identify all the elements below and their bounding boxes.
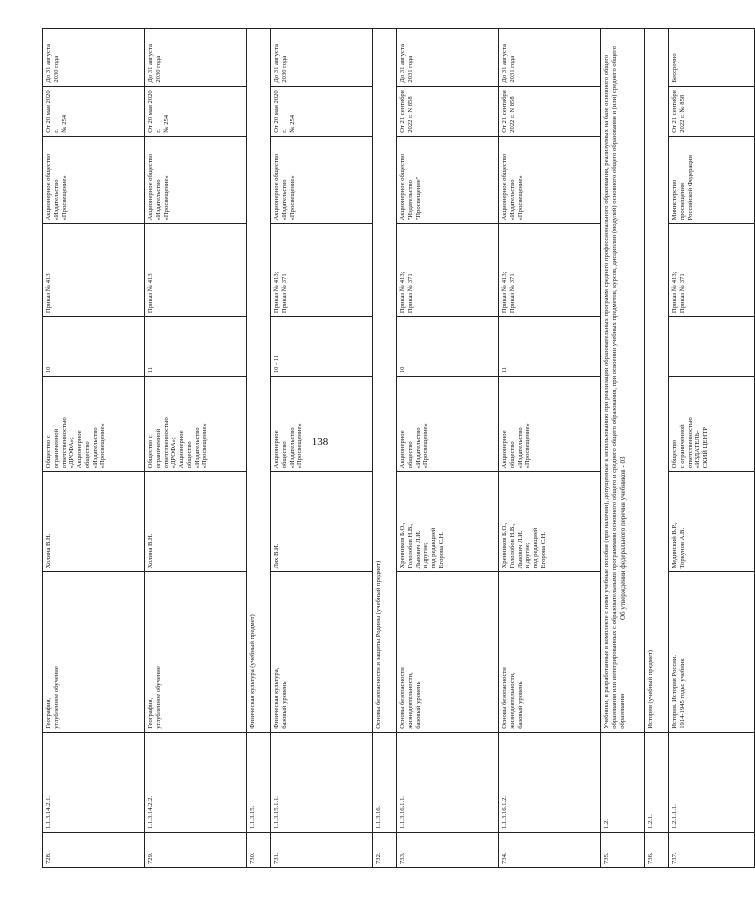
textbook-grade: 11 — [145, 317, 247, 377]
inclusion-date: От 20 мая 2020 г. № 254 — [145, 86, 247, 136]
table-row — [145, 29, 247, 868]
valid-until: До 31 августа 2030 года — [43, 29, 145, 87]
textbook-name: Основы безопасности жизнедеятельности, базовый уровень — [499, 572, 601, 732]
row-number: 734. — [499, 832, 601, 867]
textbook-name: География, углубленное обучение — [43, 572, 145, 732]
textbook-grade: 10 — [397, 317, 499, 377]
inclusion-date: От 20 мая 2020 г. № 254 — [271, 86, 373, 136]
textbook-authors: Холина В.Н. — [43, 472, 145, 572]
textbook-authors: Хренников Б.О., Гололобов Н.В., Львович Л.И. и другие; под редакцией Егорова С.Н. — [499, 472, 601, 572]
page-number: 138 — [311, 436, 329, 448]
row-number: 737. — [669, 832, 755, 867]
textbook-name: География, углубленное обучение — [145, 572, 247, 732]
row-number: 731. — [271, 832, 373, 867]
section-title: Учебники, в разработанные в комплекте с ними учебные пособия (при наличии), допущенные к использованию при реализации образовательных программ среднего профессионального образования, реализуемых на базе основного общего образования или интегрированных с образовательными программами основного общего и среднего общего образования, при освоении учебных предметов, курсов, дисциплин (модулей) основного общего образования и (или) среднего общего образования — [601, 29, 645, 733]
textbook-publisher: Общество с ограниченной ответственностью «ИЗДАТЕЛЬ- СКИЙ ЦЕНТР — [669, 377, 755, 472]
row-code: 1.1.3.14.2.2. — [145, 732, 247, 832]
textbook-register-table — [42, 28, 755, 868]
textbook-name: Физическая культура, базовый уровень — [271, 572, 373, 732]
section-row — [373, 29, 397, 868]
order-reference: Приказ № 413; Приказ № 371 — [669, 224, 755, 317]
row-number: 733. — [397, 832, 499, 867]
row-number: 729. — [145, 832, 247, 867]
order-reference: Приказ № 413; Приказ № 371 — [271, 224, 373, 317]
table-row — [271, 29, 373, 868]
textbook-publisher: Общество с ограниченной ответственностью «ДРОФА»; Акционерное общество «Издательство «Просвещение» — [43, 377, 145, 472]
table-body — [43, 29, 755, 868]
row-code: 1.1.3.16.1.2. — [499, 732, 601, 832]
table-row — [499, 29, 601, 868]
valid-until: До 31 августа 2030 года — [271, 29, 373, 87]
textbook-grade — [669, 317, 755, 377]
row-code: 1.2.1. — [645, 732, 669, 832]
inclusion-date: От 21 сентября 2022 г. N 858 — [499, 86, 601, 136]
rights-holder: Акционерное общество «Издательство «Просвещение» — [499, 136, 601, 224]
textbook-authors: Лях В.И. — [271, 472, 373, 572]
valid-until: До 31 августа 2031 года — [499, 29, 601, 87]
textbook-publisher: Акционерное общество «Издательство «Просвещение» — [271, 377, 373, 472]
row-code: 1.1.3.16. — [373, 732, 397, 832]
textbook-publisher: Общество с ограниченной ответственностью «ДРОФА»; Акционерное общество «Издательство «Просвещение» — [145, 377, 247, 472]
footer-note: Об утверждении федерального перечня учебников - 03 — [619, 456, 627, 620]
textbook-authors: Хренников Б.О., Гололобов Н.В., Львович Л.И. и другие; под редакцией Егорова С.Н. — [397, 472, 499, 572]
inclusion-date: От 21 сентября 2022 г. № 858 — [669, 86, 755, 136]
section-row — [601, 29, 645, 868]
row-number: 736. — [645, 832, 669, 867]
row-code: 1.1.3.14.2.1. — [43, 732, 145, 832]
textbook-grade: 10 — [43, 317, 145, 377]
textbook-authors: Мединский В.Р., Торкунов А.В. — [669, 472, 755, 572]
rights-holder: Министерство просвещения Российской Федерации — [669, 136, 755, 224]
rights-holder: Акционерное общество «Издательство «Просвещение» — [43, 136, 145, 224]
textbook-name: История. История России. 1914-1945 годы: учебник — [669, 572, 755, 732]
table-row — [669, 29, 755, 868]
order-reference: Приказ № 413; Приказ № 371 — [397, 224, 499, 317]
table-row — [397, 29, 499, 868]
valid-until: До 31 августа 2030 года — [145, 29, 247, 87]
row-code: 1.1.3.16.1.1. — [397, 732, 499, 832]
textbook-grade: 10 - 11 — [271, 317, 373, 377]
section-title: Физическая культура (учебный предмет) — [247, 29, 271, 733]
inclusion-date: От 21 сентября 2022 г. N 858 — [397, 86, 499, 136]
order-reference: Приказ № 413; Приказ № 371 — [499, 224, 601, 317]
section-title: Основы безопасности и защиты Родины (учебный предмет) — [373, 29, 397, 733]
row-number: 735. — [601, 832, 645, 867]
section-row — [645, 29, 669, 868]
row-code: 1.2. — [601, 732, 645, 832]
row-number: 728. — [43, 832, 145, 867]
order-reference: Приказ № 413 — [145, 224, 247, 317]
inclusion-date: От 20 мая 2020 г. № 254 — [43, 86, 145, 136]
textbook-authors: Холина В.Н. — [145, 472, 247, 572]
row-code: 1.1.3.15.1.1. — [271, 732, 373, 832]
valid-until: До 31 августа 2031 года — [397, 29, 499, 87]
textbook-publisher: Акционерное общество «Издательство «Просвещение» — [397, 377, 499, 472]
row-number: 732. — [373, 832, 397, 867]
row-number: 730. — [247, 832, 271, 867]
textbook-publisher: Акционерное общество «Издательство «Просвещение» — [499, 377, 601, 472]
rights-holder: Акционерное общество «Издательство «Просвещение» — [271, 136, 373, 224]
section-row — [247, 29, 271, 868]
rights-holder: Акционерное общество «Издательство «Просвещение» — [145, 136, 247, 224]
rights-holder: Акционерное общество "Издательство "Просвещение" — [397, 136, 499, 224]
row-code: 1.1.3.15. — [247, 732, 271, 832]
section-title: История (учебный предмет) — [645, 29, 669, 733]
textbook-name: Основы безопасности жизнедеятельности, базовый уровень — [397, 572, 499, 732]
order-reference: Приказ № 413 — [43, 224, 145, 317]
textbook-grade: 11 — [499, 317, 601, 377]
table-row — [43, 29, 145, 868]
row-code: 1.2.1.1.1. — [669, 732, 755, 832]
valid-until: Бессрочно — [669, 29, 755, 87]
